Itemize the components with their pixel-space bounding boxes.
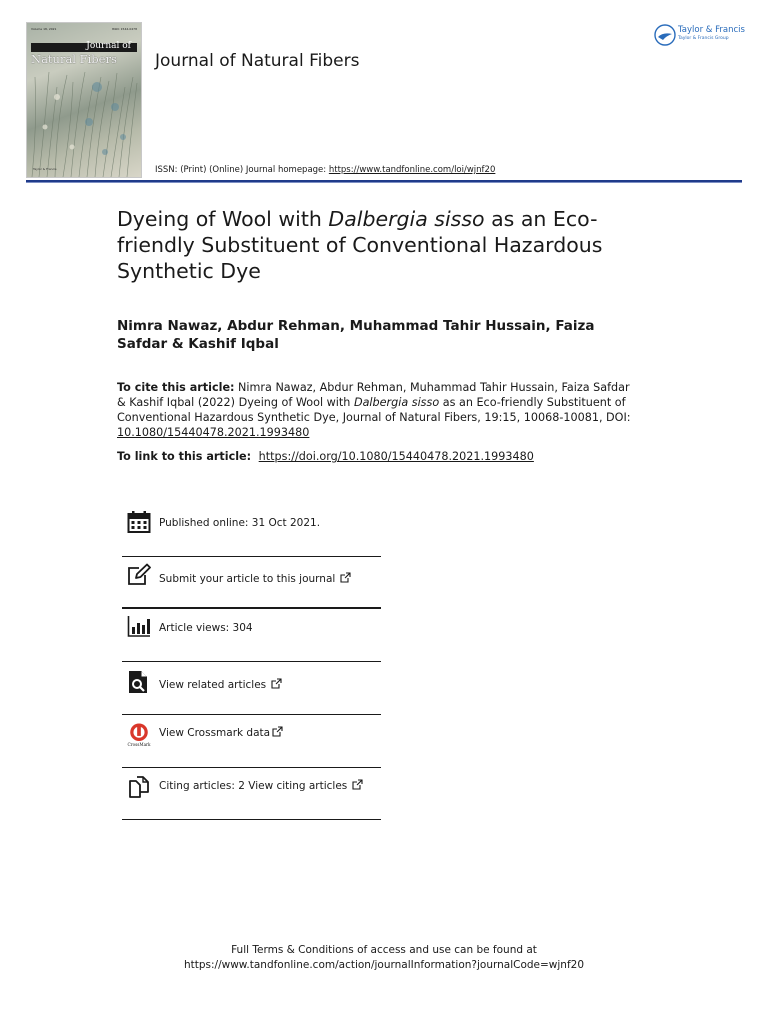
citation-doi-link[interactable]: 10.1080/15440478.2021.1993480 — [117, 426, 310, 439]
cover-top-info — [31, 27, 137, 33]
cover-title-line1: Journal of — [86, 41, 131, 51]
crossmark-text: View Crossmark data — [159, 727, 271, 739]
published-online-row — [122, 496, 381, 548]
article-title-part1: Dyeing of Wool with — [117, 207, 329, 231]
cover-issn: ISSN: 1544-0478 — [111, 27, 137, 31]
document-search-icon — [127, 670, 151, 694]
related-articles-link[interactable] — [159, 678, 282, 691]
citing-articles-icon — [127, 775, 151, 799]
citation-text-part1: Nimra Nawaz, Abdur Rehman, Muhammad Tahir Hussain, Faiza Safdar & Kashif Iqbal (2022) Dyeing of Wool with — [117, 381, 630, 409]
publisher-group: Taylor & Francis Group — [678, 36, 729, 41]
external-link-icon — [352, 779, 363, 790]
article-link-block — [117, 449, 637, 464]
crossmark-link[interactable] — [159, 726, 283, 739]
issn-text: ISSN: (Print) (Online) Journal homepage: — [155, 165, 329, 175]
cover-volume: Volume 18, 2021 — [31, 27, 57, 31]
header-divider-light — [26, 182, 742, 183]
issn-line — [155, 165, 495, 175]
citation-species: Dalbergia sisso — [353, 396, 440, 409]
submit-article-row[interactable] — [122, 556, 381, 608]
article-title-species: Dalbergia sisso — [328, 207, 485, 231]
related-articles-text: View related articles — [159, 679, 267, 691]
journal-homepage-link[interactable]: https://www.tandfonline.com/loi/wjnf20 — [328, 165, 496, 175]
article-link-label: To link to this article: — [117, 450, 252, 463]
citation-label: To cite this article: — [117, 381, 235, 394]
related-articles-row[interactable] — [122, 661, 381, 713]
external-link-icon — [271, 678, 282, 689]
publisher-name: Taylor & Francis — [678, 25, 745, 35]
info-divider — [122, 819, 381, 820]
citing-articles-text: Citing articles: 2 View citing articles — [159, 780, 348, 792]
article-title — [117, 206, 657, 284]
citing-articles-link[interactable] — [159, 779, 363, 792]
article-title-part2: as an Eco-friendly Substituent of Conventional Hazardous Synthetic Dye — [117, 207, 603, 283]
submit-article-link[interactable] — [159, 572, 351, 585]
footer-terms-url[interactable]: https://www.tandfonline.com/action/journalInformation?journalCode=wjnf20 — [183, 959, 585, 971]
calendar-icon — [127, 510, 151, 534]
cover-title — [31, 42, 139, 66]
citation-text-part2: as an Eco-friendly Substituent of Conventional Hazardous Synthetic Dye, Journal of Natural Fibers, 19:15, 10068-10081, DOI: — [117, 396, 631, 424]
publisher-logo[interactable] — [654, 22, 746, 48]
crossmark-icon-label: CrossMark — [127, 742, 151, 747]
published-online-text: Published online: 31 Oct 2021. — [159, 517, 321, 529]
journal-cover-image — [26, 22, 142, 178]
cover-title-line2: Natural Fibers — [31, 52, 117, 66]
article-doi-link[interactable]: https://doi.org/10.1080/15440478.2021.1993480 — [258, 450, 534, 463]
cover-publisher-logo: Taylor & Francis — [33, 167, 57, 171]
edit-icon — [127, 563, 151, 587]
footer-terms-line1: Full Terms & Conditions of access and use can be found at — [231, 944, 537, 956]
article-views-text: Article views: 304 — [159, 622, 253, 634]
cover-grass-illustration — [27, 67, 141, 177]
article-authors: Nimra Nawaz, Abdur Rehman, Muhammad Tahir Hussain, Faiza Safdar & Kashif Iqbal — [117, 318, 595, 352]
submit-article-text: Submit your article to this journal — [159, 573, 336, 585]
footer-terms — [0, 943, 768, 973]
citation-block — [117, 380, 632, 440]
publisher-logo-icon — [654, 24, 676, 46]
bar-chart-icon — [127, 614, 151, 638]
external-link-icon — [340, 572, 351, 583]
article-views-row — [122, 608, 381, 660]
journal-name: Journal of Natural Fibers — [155, 51, 360, 71]
citing-articles-row[interactable] — [122, 767, 381, 819]
crossmark-row[interactable] — [122, 714, 381, 766]
crossmark-icon — [127, 723, 151, 747]
external-link-icon — [272, 726, 283, 737]
